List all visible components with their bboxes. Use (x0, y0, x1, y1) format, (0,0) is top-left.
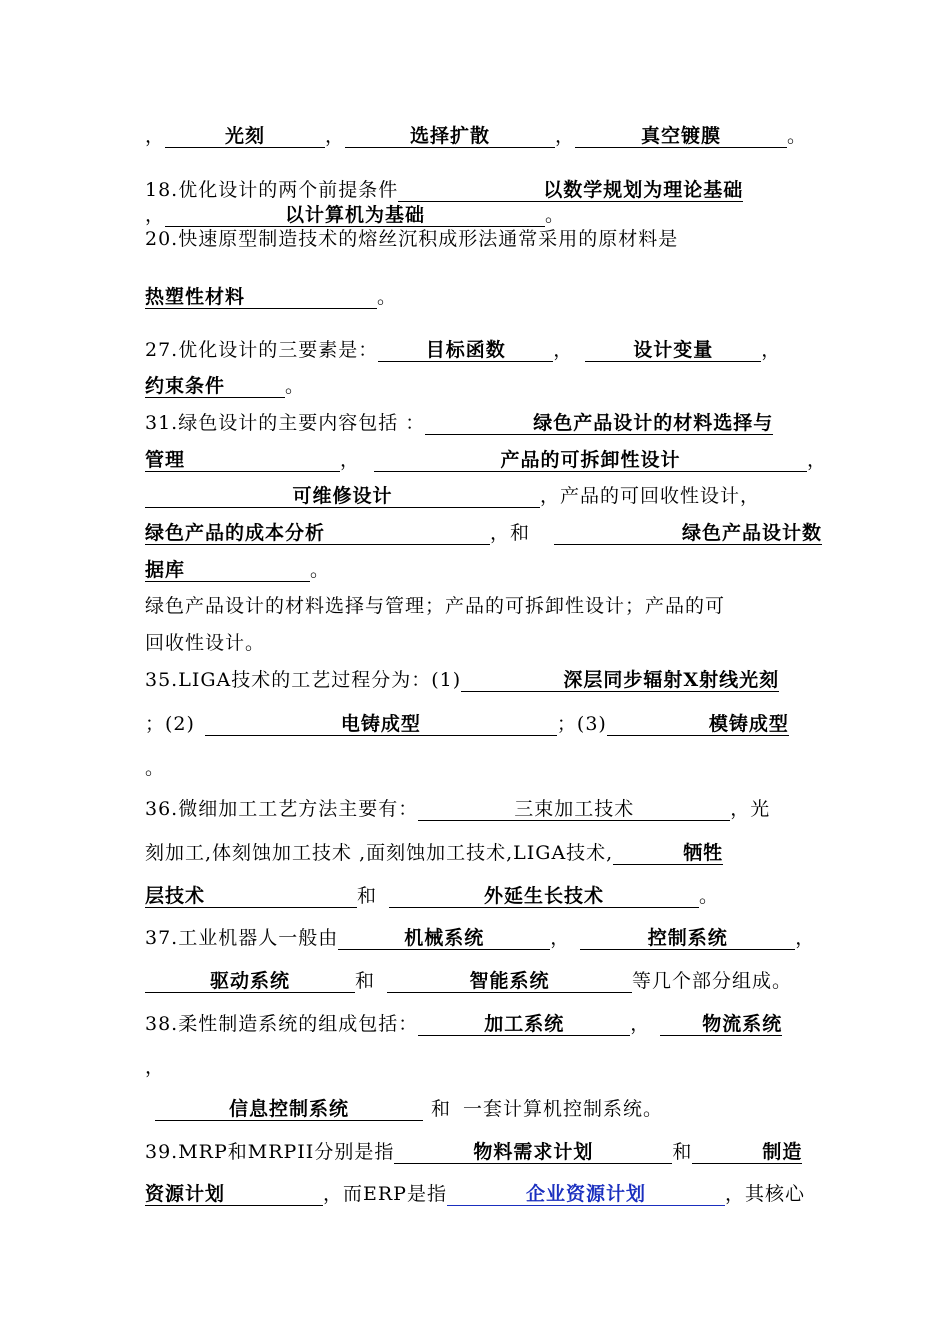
answer-31-5a: 绿色产品设计数 (554, 522, 822, 545)
answer-31-4: 绿色产品的成本分析 (145, 522, 490, 545)
question-35: 35.LIGA技术的工艺过程分为：(1) 深层同步辐射X射线光刻 (145, 669, 780, 691)
question-39: 39.MRP和MRPII分别是指 物料需求计划 和 制造 (145, 1141, 803, 1163)
answer-31-1b: 管理 (145, 449, 340, 472)
answer-31-3: 可维修设计 (145, 485, 540, 508)
question-38-line3: 信息控制系统 和 一套计算机控制系统。 (145, 1096, 807, 1122)
answer-36-1: 三束加工技术 (418, 798, 730, 821)
answer-31-5b: 据库 (145, 559, 310, 582)
question-35-line2: ；(2) 电铸成型 ；(3) 模铸成型 (145, 713, 789, 735)
question-20: 20.快速原型制造技术的熔丝沉积成形法通常采用的原材料是 (145, 228, 679, 250)
question-27-cont: 约束条件 。 (145, 375, 306, 397)
answer-20: 热塑性材料 (145, 286, 377, 309)
answer-39-1: 物料需求计划 (394, 1141, 672, 1164)
question-31-line2: 管理 ， 产品的可拆卸性设计 ， (145, 449, 828, 471)
answer-35-3: 模铸成型 (607, 713, 789, 736)
answer-39-2a: 制造 (692, 1141, 802, 1164)
answer-27-1: 目标函数 (378, 339, 553, 362)
answer-35-1: 深层同步辐射X射线光刻 (461, 669, 779, 692)
question-31-line3: 可维修设计 ，产品的可回收性设计， (145, 483, 807, 509)
answer-vacuum-coating: 真空镀膜 (575, 125, 787, 148)
answer-37-1: 机械系统 (338, 927, 550, 950)
answer-39-2b: 资源计划 (145, 1183, 323, 1206)
question-38-comma: ， (145, 1056, 166, 1078)
answer-37-4: 智能系统 (387, 970, 632, 993)
answer-39-3: 企业资源计划 (447, 1183, 725, 1206)
question-31: 31.绿色设计的主要内容包括 ： 绿色产品设计的材料选择与 (145, 412, 774, 434)
question-36-line2: 刻加工,体刻蚀加工技术 ,面刻蚀加工技术,LIGA技术, 牺牲 (145, 842, 724, 864)
answer-38-1: 加工系统 (418, 1013, 630, 1036)
question-27: 27.优化设计的三要素是： 目标函数 ， 设计变量 ， (145, 339, 782, 361)
answer-18-2: 以计算机为基础 (165, 204, 545, 227)
question-18: 18.优化设计的两个前提条件 以数学规划为理论基础 (145, 179, 744, 201)
question-36-line3: 层技术 和 外延生长技术 。 (145, 885, 720, 907)
answer-diffusion: 选择扩散 (345, 125, 555, 148)
question-37: 37.工业机器人一般由 机械系统 ， 控制系统 ， (145, 927, 816, 949)
answer-31-2: 产品的可拆卸性设计 (374, 449, 807, 472)
answer-38-3: 信息控制系统 (155, 1098, 423, 1121)
question-39-line2: 资源计划 ，而ERP是指 企业资源计划 ，其核心 (145, 1183, 805, 1205)
question-31-note-cont: 回收性设计。 (145, 632, 266, 654)
answer-36-3: 外延生长技术 (389, 885, 699, 908)
answer-37-3: 驱动系统 (145, 970, 355, 993)
answer-37-2: 控制系统 (580, 927, 795, 950)
answer-27-2: 设计变量 (585, 339, 761, 362)
answer-36-2b: 层技术 (145, 885, 357, 908)
question-35-end: 。 (145, 757, 166, 779)
answer-31-1a: 绿色产品设计的材料选择与 (425, 412, 773, 435)
answer-38-2: 物流系统 (660, 1013, 782, 1036)
answer-35-2: 电铸成型 (205, 713, 557, 736)
answer-etching: 光刻 (165, 125, 325, 148)
question-31-note: 绿色产品设计的材料选择与管理；产品的可拆卸性设计；产品的可 (145, 595, 726, 617)
question-20-cont: 热塑性材料 。 (145, 286, 398, 308)
line-etching: ， 光刻 ， 选择扩散 ， 真空镀膜 。 (145, 125, 808, 147)
question-31-line5: 据库 。 (145, 559, 331, 581)
question-38: 38.柔性制造系统的组成包括： 加工系统 ， 物流系统 (145, 1013, 783, 1035)
question-37-line2: 驱动系统 和 智能系统 等几个部分组成。 (145, 968, 807, 994)
answer-27-3: 约束条件 (145, 375, 285, 398)
question-18-cont: ， 以计算机为基础 。 (145, 204, 566, 226)
answer-36-2a: 牺牲 (613, 842, 723, 865)
question-31-line4: 绿色产品的成本分析 ，和 绿色产品设计数 (145, 522, 823, 544)
answer-18-1: 以数学规划为理论基础 (398, 179, 743, 202)
question-36: 36.微细加工工艺方法主要有： 三束加工技术 ，光 (145, 798, 771, 820)
